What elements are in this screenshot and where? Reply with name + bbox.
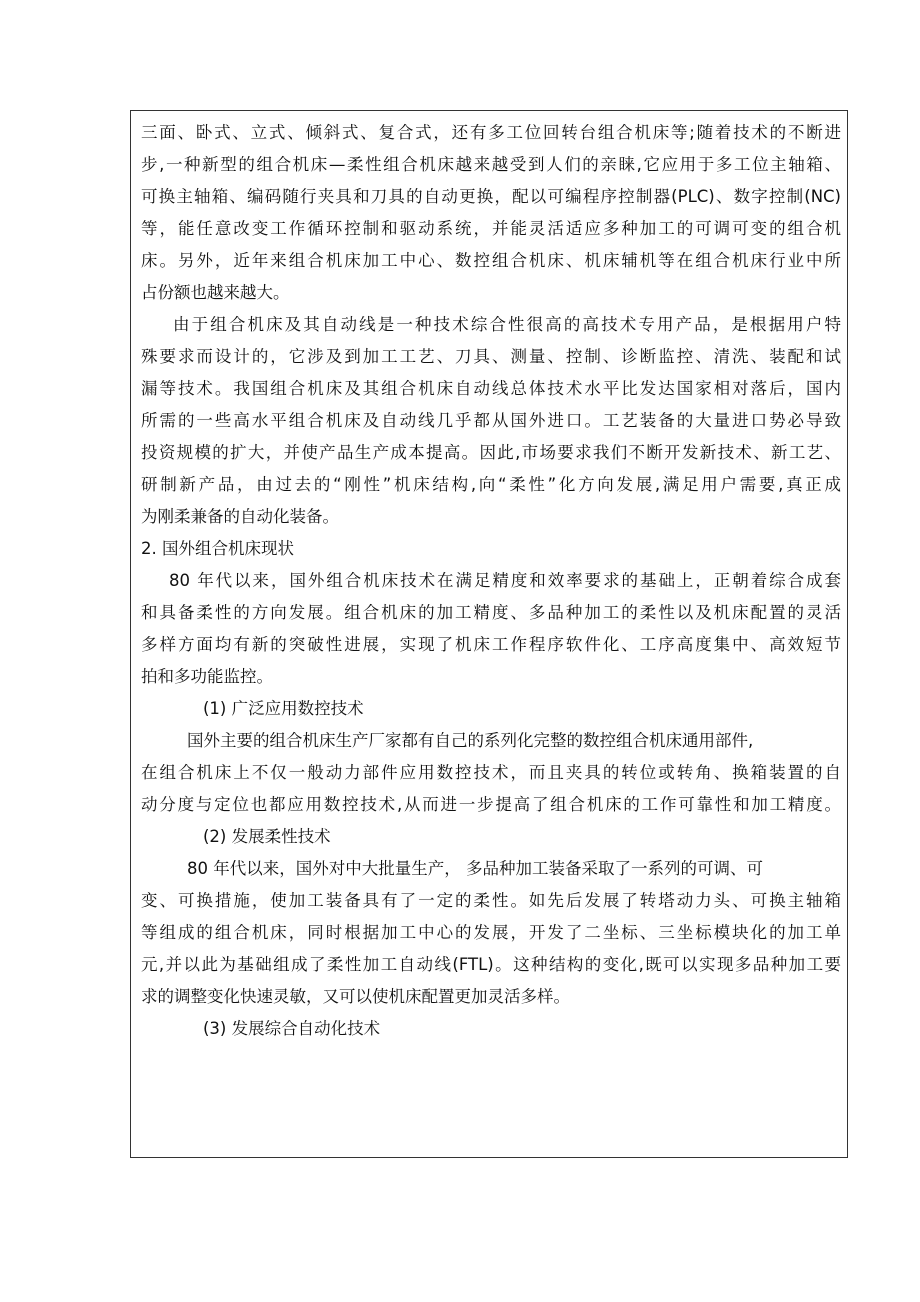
text-line: 所需的一些高水平组合机床及自动线几乎都从国外进口。工艺装备的大量进口势必导致 — [141, 411, 841, 430]
text-line: 在组合机床上不仅一般动力部件应用数控技术，而且夹具的转位或转角、换箱装置的自 — [141, 763, 841, 782]
text-line: 漏等技术。我国组合机床及其组合机床自动线总体技术水平比发达国家相对落后，国内 — [141, 379, 841, 398]
text-line: 求的调整变化快速灵敏，又可以使机床配置更加灵活多样。 — [141, 987, 570, 1006]
text-line: 等组成的组合机床，同时根据加工中心的发展，开发了二坐标、三坐标模块化的加工单 — [141, 923, 841, 942]
text-line: 步,一种新型的组合机床—柔性组合机床越来越受到人们的亲睐,它应用于多工位主轴箱、 — [141, 155, 841, 174]
subsection-heading: (2) 发展柔性技术 — [203, 827, 331, 846]
text-line: 占份额也越来越大。 — [141, 283, 290, 302]
subsection-heading: (3) 发展综合自动化技术 — [203, 1019, 381, 1038]
text-line: 80 年代以来，国外对中大批量生产， 多品种加工装备采取了一系列的可调、可 — [187, 859, 763, 878]
text-line: 元,并以此为基础组成了柔性加工自动线(FTL)。这种结构的变化,既可以实现多品种加工要 — [141, 955, 841, 974]
section-heading: 2. 国外组合机床现状 — [141, 539, 294, 558]
document-body — [141, 117, 841, 1045]
text-line: 变、可换措施，使加工装备具有了一定的柔性。如先后发展了转塔动力头、可换主轴箱 — [141, 891, 841, 910]
text-line: 和具备柔性的方向发展。组合机床的加工精度、多品种加工的柔性以及机床配置的灵活 — [141, 603, 841, 622]
document-frame — [130, 110, 848, 1158]
text-line: 多样方面均有新的突破性进展，实现了机床工作程序软件化、工序高度集中、高效短节 — [141, 635, 841, 654]
text-line: 三面、卧式、立式、倾斜式、复合式，还有多工位回转台组合机床等;随着技术的不断进 — [141, 123, 841, 142]
text-line: 国外主要的组合机床生产厂家都有自己的系列化完整的数控组合机床通用部件, — [187, 731, 754, 750]
text-line: 由于组合机床及其自动线是一种技术综合性很高的高技术专用产品，是根据用户特 — [173, 315, 841, 334]
text-line: 可换主轴箱、编码随行夹具和刀具的自动更换，配以可编程序控制器(PLC)、数字控制(NC) — [141, 187, 841, 206]
text-line: 殊要求而设计的，它涉及到加工工艺、刀具、测量、控制、诊断监控、清洗、装配和试 — [141, 347, 841, 366]
text-line: 研制新产品，由过去的“刚性”机床结构,向“柔性”化方向发展,满足用户需要,真正成 — [141, 475, 841, 494]
subsection-heading: (1) 广泛应用数控技术 — [203, 699, 364, 718]
text-line: 80 年代以来，国外组合机床技术在满足精度和效率要求的基础上，正朝着综合成套 — [169, 571, 841, 590]
text-line: 投资规模的扩大，并使产品生产成本提高。因此,市场要求我们不断开发新技术、新工艺、 — [141, 443, 841, 462]
text-line: 拍和多功能监控。 — [141, 667, 273, 686]
text-line: 为刚柔兼备的自动化装备。 — [141, 507, 339, 526]
text-line: 等，能任意改变工作循环控制和驱动系统，并能灵活适应多种加工的可调可变的组合机 — [141, 219, 841, 238]
text-line: 动分度与定位也都应用数控技术,从而进一步提高了组合机床的工作可靠性和加工精度。 — [141, 795, 841, 814]
text-line: 床。另外，近年来组合机床加工中心、数控组合机床、机床辅机等在组合机床行业中所 — [141, 251, 841, 270]
